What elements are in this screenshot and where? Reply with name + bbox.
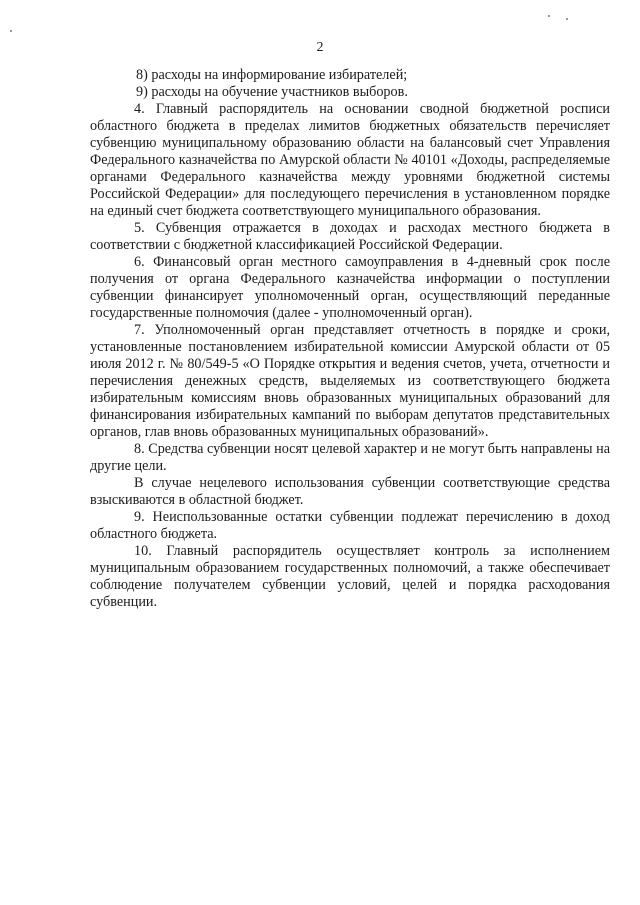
scan-speck [10, 30, 12, 32]
clause-6: 6. Финансовый орган местного самоуправления в 4-дневный срок после получения от органа Федерального казначейства информации о поступлении субвенции финансирует уполномоченный орган, осуществляющий переданные государственные полномочия (далее - уполномоченный орган). [90, 254, 610, 321]
clause-5: 5. Субвенция отражается в доходах и расходах местного бюджета в соответствии с бюджетной классификацией Российской Федерации. [90, 220, 610, 253]
clause-8: 8. Средства субвенции носят целевой характер и не могут быть направлены на другие цели. [90, 441, 610, 474]
scan-speck [566, 18, 568, 20]
clause-7: 7. Уполномоченный орган представляет отчетность в порядке и сроки, установленные постановлением избирательной комиссии Амурской области от 05 июля 2012 г. № 80/549-5 «О Порядке открытия и ведения счетов, учета, отчетности и перечисления денежных средств, выделяемых из соответствующего бюджета избирательным комиссиям вновь образованных муниципальных образований для финансирования избирательных кампаний по выборам депутатов представительных органов, глав вновь образованных муниципальных образований». [90, 322, 610, 440]
list-item-9: 9) расходы на обучение участников выборов. [136, 84, 408, 100]
list-item-8: 8) расходы на информирование избирателей; [136, 67, 408, 83]
clause-9: 9. Неиспользованные остатки субвенции подлежат перечислению в доход областного бюджета. [90, 509, 610, 542]
clause-4: 4. Главный распорядитель на основании сводной бюджетной росписи областного бюджета в пределах лимитов бюджетных обязательств перечисляет субвенцию муниципальному образованию области на балансовый счет Управления Федерального казначейства по Амурской области № 40101 «Доходы, распределяемые органами Федерального казначейства между уровнями бюджетной системы Российской Федерации» для последующего перечисления в установленном порядке на единый счет бюджета соответствующего муниципального образования. [90, 101, 610, 219]
document-body [90, 67, 610, 611]
scan-speck [548, 15, 550, 17]
page-number: 2 [316, 40, 324, 55]
clause-10: 10. Главный распорядитель осуществляет контроль за исполнением муниципальным образованием государственных полномочий, а также обеспечивает соблюдение получателем субвенции условий, целей и порядка расходования субвенции. [90, 543, 610, 610]
clause-8-misuse: В случае нецелевого использования субвенции соответствующие средства взыскиваются в областной бюджет. [90, 475, 610, 508]
